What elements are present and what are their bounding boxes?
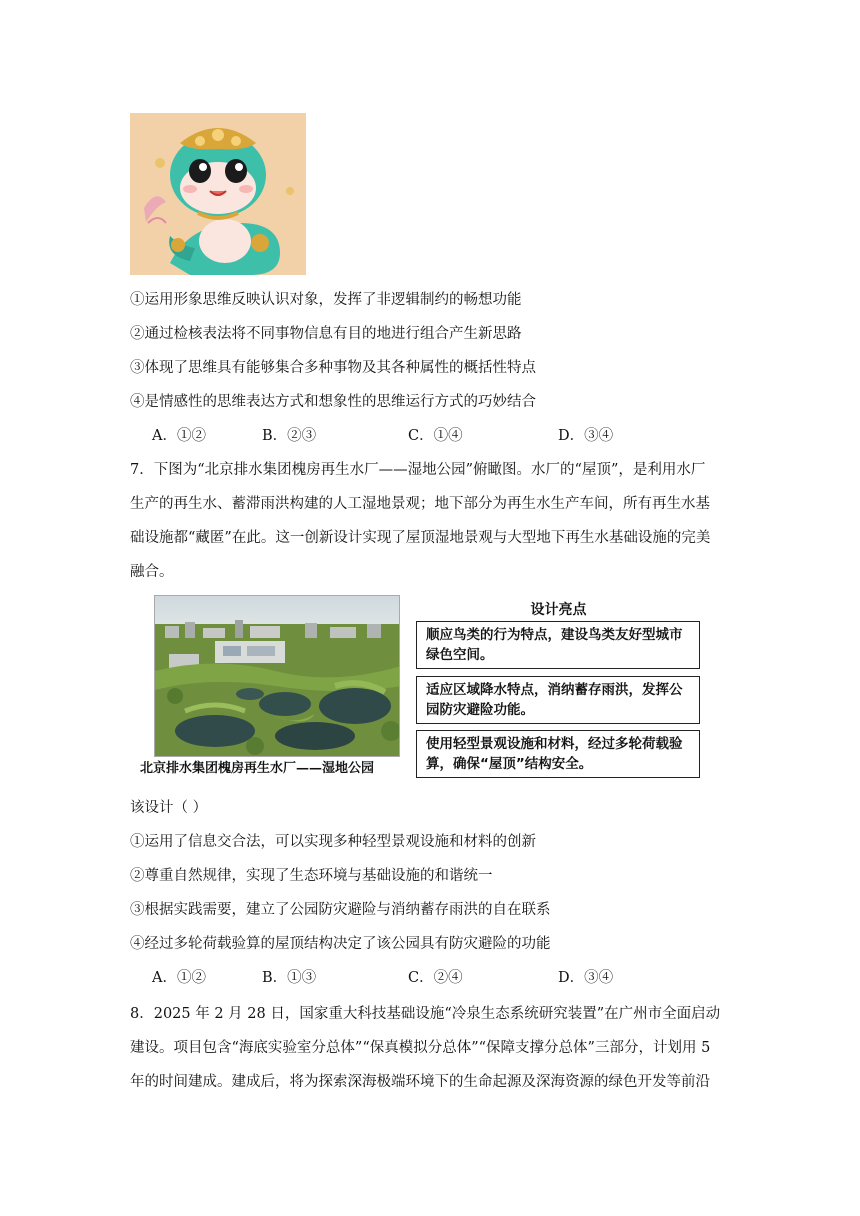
q7-stem-line-3: 础设施都“藏匿”在此。这一创新设计实现了屋顶湿地景观与大型地下再生水基础设施的完美 (130, 530, 711, 546)
q6-statement-3: ③体现了思维具有能够集合多种事物及其各种属性的概括性特点 (130, 360, 536, 376)
q7-statement-3: ③根据实践需要，建立了公园防灾避险与消纳蓄存雨洪的自在联系 (130, 902, 551, 918)
q7-option-b[interactable]: B．①③ (262, 970, 317, 986)
q8-stem-line-3: 年的时间建成。建成后，将为探索深海极端环境下的生命起源及深海资源的绿色开发等前沿 (130, 1074, 710, 1090)
design-highlights-title: 设计亮点 (530, 602, 587, 618)
q7-statement-4: ④经过多轮荷载验算的屋顶结构决定了该公园具有防灾避险的功能 (130, 936, 551, 952)
q6-option-b[interactable]: B．②③ (262, 428, 317, 444)
wetland-park-aerial-photo (154, 595, 400, 757)
design-highlight-1: 顺应鸟类的行为特点，建设鸟类友好型城市绿色空间。 (416, 621, 700, 669)
design-highlight-2: 适应区域降水特点，消纳蓄存雨洪，发挥公园防灾避险功能。 (416, 676, 700, 724)
q6-statement-1: ①运用形象思维反映认识对象，发挥了非逻辑制约的畅想功能 (130, 292, 522, 308)
q6-statement-4: ④是情感性的思维表达方式和想象性的思维运行方式的巧妙结合 (130, 394, 536, 410)
q8-stem-line-2: 建设。项目包含“海底实验室分总体”“保真模拟分总体”“保障支撑分总体”三部分，计划用 5 (130, 1040, 711, 1056)
design-highlight-3: 使用轻型景观设施和材料，经过多轮荷载验算，确保“屋顶”结构安全。 (416, 730, 700, 778)
photo-caption: 北京排水集团槐房再生水厂——湿地公园 (140, 761, 375, 776)
q7-option-c[interactable]: C．②④ (408, 970, 463, 986)
snake-mascot-image (130, 113, 306, 275)
q7-stem-line-2: 生产的再生水、蓄滞雨洪构建的人工湿地景观；地下部分为再生水生产车间，所有再生水基 (130, 496, 710, 512)
q8-stem-line-1: 8．2025 年 2 月 28 日，国家重大科技基础设施“冷泉生态系统研究装置”在广州市全面启动 (130, 1006, 721, 1022)
q6-statement-2: ②通过检核表法将不同事物信息有目的地进行组合产生新思路 (130, 326, 522, 342)
q7-options (152, 968, 613, 988)
q6-option-c[interactable]: C．①④ (408, 428, 463, 444)
q6-option-d[interactable]: D．③④ (558, 428, 614, 444)
q7-option-a[interactable]: A．①② (152, 970, 206, 986)
q7-statement-2: ②尊重自然规律，实现了生态环境与基础设施的和谐统一 (130, 868, 493, 884)
q7-option-d[interactable]: D．③④ (558, 970, 614, 986)
q6-options (152, 426, 613, 446)
q6-option-a[interactable]: A．①② (152, 428, 206, 444)
q7-lead: 该设计（ ） (130, 800, 208, 816)
q7-stem-line-4: 融合。 (130, 564, 174, 580)
q7-statement-1: ①运用了信息交合法，可以实现多种轻型景观设施和材料的创新 (130, 834, 536, 850)
q7-stem-line-1: 7．下图为“北京排水集团槐房再生水厂——湿地公园”俯瞰图。水厂的“屋顶”，是利用水厂 (130, 462, 706, 478)
